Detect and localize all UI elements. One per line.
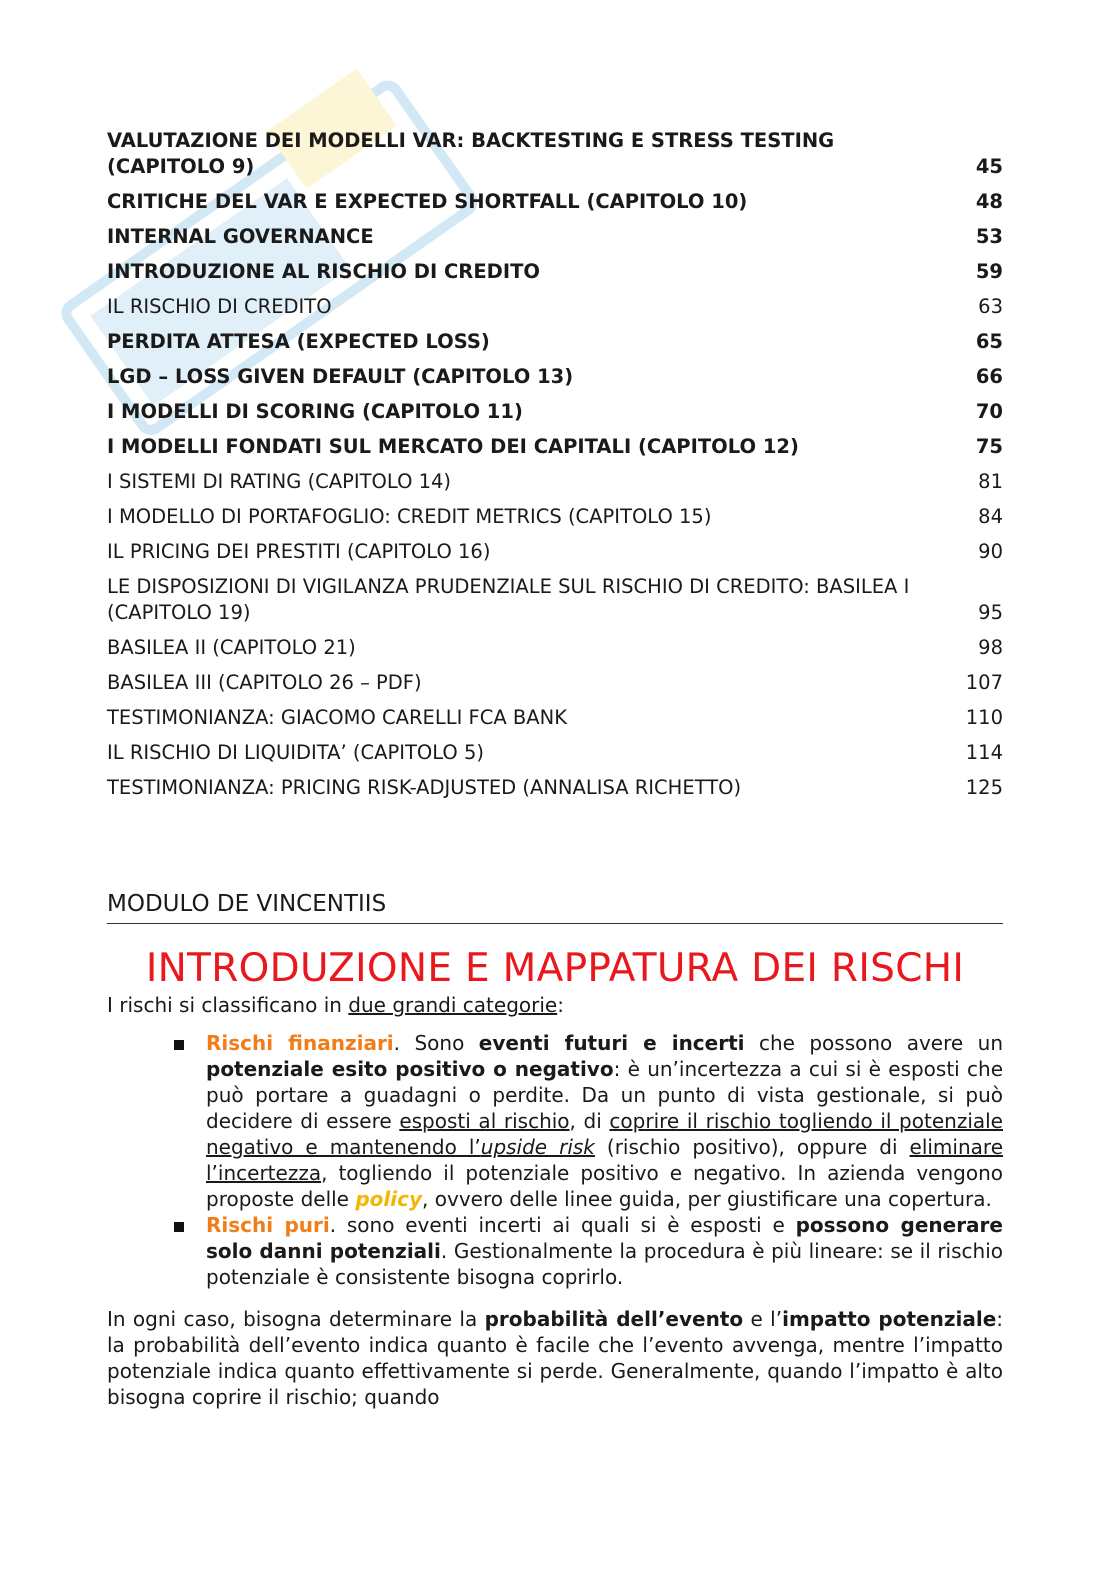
toc-entry-page: 98 — [978, 636, 1003, 659]
module-title: MODULO DE VINCENTIIS — [107, 889, 1003, 924]
toc-row — [107, 294, 1003, 320]
toc-row — [107, 705, 1003, 731]
risk-categories-list — [107, 1030, 1003, 1290]
toc-entry-page: 70 — [975, 400, 1003, 423]
document-page — [107, 128, 1003, 1430]
body-paragraph: In ogni caso, bisogna determinare la probabilità dell’evento e l’impatto potenziale: la probabilità dell’evento indica quanto è facile che l’evento avvenga, mentre l’impatto potenziale indica quanto effettivamente si perde. Generalmente, quando l’impatto è alto bisogna coprire il rischio; quando — [107, 1307, 1004, 1409]
toc-entry-page: 95 — [978, 601, 1003, 624]
list-item-financial-risks: Rischi finanziari. Sono eventi futuri e incerti che possono avere un potenziale esito positivo o negativo: è un’incertezza a cui si è esposti che può portare a guadagni o perdite. Da un punto di vista gestionale, si può decidere di essere esposti al rischio, di coprire il rischio togliendo il potenziale negativo e mantenendo l’upside risk (rischio positivo), oppure di eliminare l’incertezza, togliendo il potenziale positivo e negativo. In azienda vengono proposte delle policy, ovvero delle linee guida, per giustificare una copertura. — [206, 1030, 1003, 1212]
toc-row — [107, 364, 1003, 390]
toc-row — [107, 504, 1003, 530]
toc-row — [107, 399, 1003, 425]
toc-row — [107, 574, 1003, 626]
toc-row — [107, 329, 1003, 355]
toc-entry-page: 75 — [975, 435, 1003, 458]
toc-entry-title: PERDITA ATTESA (EXPECTED LOSS) — [107, 330, 490, 353]
toc-entry-title: LE DISPOSIZIONI DI VIGILANZA PRUDENZIALE SUL RISCHIO DI CREDITO: BASILEA I (CAPITOLO 19) — [107, 575, 910, 624]
bullet-square-icon — [174, 1040, 184, 1050]
toc-entry-page: 81 — [978, 470, 1003, 493]
section-title: INTRODUZIONE E MAPPATURA DEI RISCHI — [145, 946, 965, 991]
toc-entry-title: INTERNAL GOVERNANCE — [107, 225, 374, 248]
toc-entry-page: 48 — [975, 190, 1003, 213]
toc-entry-title: I MODELLI FONDATI SUL MERCATO DEI CAPITALI (CAPITOLO 12) — [107, 435, 799, 458]
toc-entry-page: 66 — [975, 365, 1003, 388]
toc-entry-title: CRITICHE DEL VAR E EXPECTED SHORTFALL (CAPITOLO 10) — [107, 190, 748, 213]
toc-row — [107, 775, 1003, 801]
toc-row — [107, 635, 1003, 661]
toc-entry-page: 114 — [965, 741, 1003, 764]
toc-entry-title: IL PRICING DEI PRESTITI (CAPITOLO 16) — [107, 540, 491, 563]
toc-entry-title: IL RISCHIO DI CREDITO — [107, 295, 332, 318]
toc-entry-title: I SISTEMI DI RATING (CAPITOLO 14) — [107, 470, 452, 493]
toc-entry-title: VALUTAZIONE DEI MODELLI VAR: BACKTESTING E STRESS TESTING (CAPITOLO 9) — [107, 129, 835, 178]
table-of-contents — [107, 128, 1003, 801]
toc-entry-page: 110 — [965, 706, 1003, 729]
toc-entry-page: 84 — [978, 505, 1003, 528]
toc-entry-page: 53 — [975, 225, 1003, 248]
toc-entry-title: INTRODUZIONE AL RISCHIO DI CREDITO — [107, 260, 540, 283]
toc-row — [107, 259, 1003, 285]
toc-row — [107, 469, 1003, 495]
intro-paragraph: I rischi si classificano in due grandi categorie: — [107, 993, 564, 1017]
toc-entry-page: 63 — [978, 295, 1003, 318]
toc-entry-page: 90 — [978, 540, 1003, 563]
toc-entry-title: TESTIMONIANZA: PRICING RISK-ADJUSTED (ANNALISA RICHETTO) — [107, 776, 742, 799]
toc-row — [107, 189, 1003, 215]
toc-row — [107, 670, 1003, 696]
list-item-pure-risks: Rischi puri. sono eventi incerti ai quali si è esposti e possono generare solo danni potenziali. Gestionalmente la procedura è più lineare: se il rischio potenziale è consistente bisogna coprirlo. — [206, 1212, 1003, 1290]
toc-entry-title: I MODELLO DI PORTAFOGLIO: CREDIT METRICS (CAPITOLO 15) — [107, 505, 712, 528]
toc-entry-title: LGD – LOSS GIVEN DEFAULT (CAPITOLO 13) — [107, 365, 574, 388]
toc-entry-page: 125 — [965, 776, 1003, 799]
toc-row — [107, 128, 1003, 180]
toc-entry-title: IL RISCHIO DI LIQUIDITA’ (CAPITOLO 5) — [107, 741, 484, 764]
bullet-square-icon — [174, 1222, 184, 1232]
toc-entry-page: 59 — [975, 260, 1003, 283]
toc-entry-title: BASILEA III (CAPITOLO 26 – PDF) — [107, 671, 422, 694]
toc-entry-page: 45 — [975, 155, 1003, 178]
toc-entry-title: BASILEA II (CAPITOLO 21) — [107, 636, 356, 659]
toc-row — [107, 740, 1003, 766]
toc-row — [107, 539, 1003, 565]
toc-row — [107, 434, 1003, 460]
toc-entry-page: 65 — [975, 330, 1003, 353]
toc-entry-title: TESTIMONIANZA: GIACOMO CARELLI FCA BANK — [107, 706, 567, 729]
toc-entry-title: I MODELLI DI SCORING (CAPITOLO 11) — [107, 400, 523, 423]
toc-entry-page: 107 — [965, 671, 1003, 694]
toc-row — [107, 224, 1003, 250]
